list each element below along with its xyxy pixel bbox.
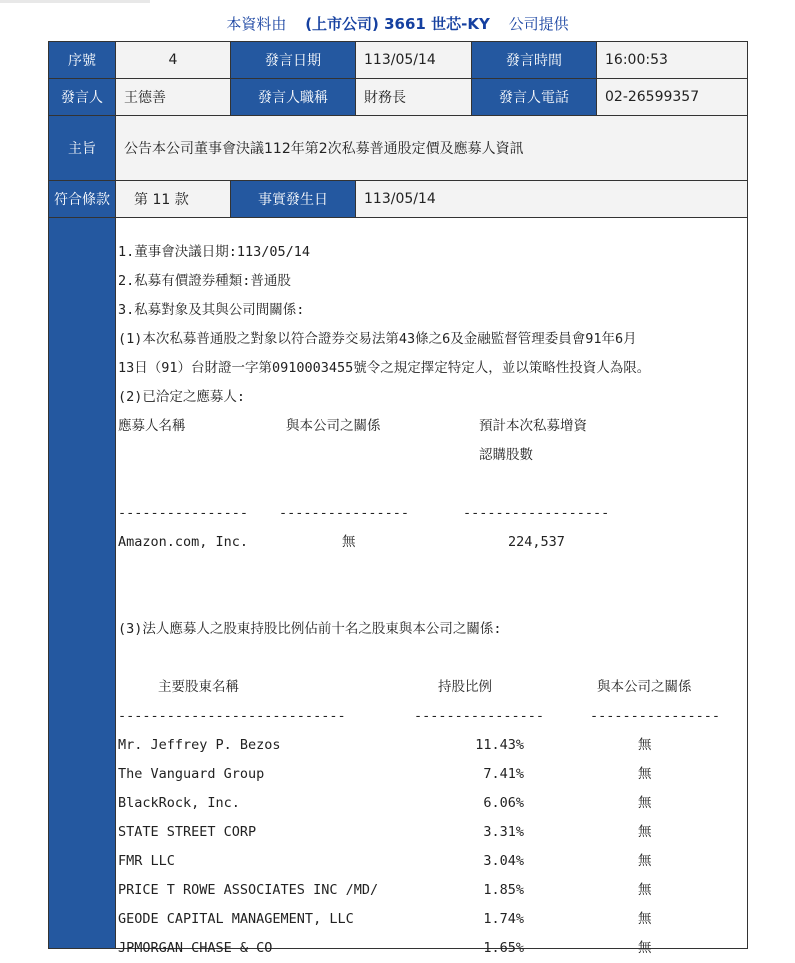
shareholder-relation: 無: [638, 882, 652, 898]
shareholder-pct: 3.31%: [483, 824, 524, 840]
heading-prefix: 本資料由: [226, 15, 287, 33]
description-content: [116, 218, 747, 956]
spacer: [118, 644, 747, 673]
body-line: (2)已洽定之應募人:: [118, 389, 246, 405]
clause-label: 符合條款: [49, 181, 116, 218]
event-date-label: 事實發生日: [231, 181, 356, 218]
phone-value: 02-26599357: [597, 79, 748, 116]
shareholder-relation: 無: [638, 795, 652, 811]
shareholder-row: [118, 934, 747, 963]
body-line: 2.私募有價證券種類:普通股: [118, 273, 291, 289]
shareholder-relation: 無: [638, 766, 652, 782]
dash: ----------------: [590, 708, 721, 724]
time-value: 16:00:53: [597, 42, 748, 79]
subscriber-header-row: [118, 412, 747, 441]
subscriber-shares: 224,537: [508, 534, 565, 550]
shareholder-name: FMR LLC: [118, 853, 175, 869]
shareholder-row: [118, 905, 747, 934]
description-cell: [116, 218, 748, 956]
subscriber-dash-row: [118, 499, 747, 528]
shareholder-dash-row: [118, 702, 747, 731]
subscriber-relation: 無: [342, 534, 356, 550]
shareholder-row: [118, 847, 747, 876]
shareholder-pct-header: 持股比例: [438, 679, 492, 695]
shareholder-pct: 1.65%: [483, 940, 524, 956]
description-label-cell: [49, 218, 116, 949]
shareholder-row: [118, 818, 747, 847]
seq-value: 4: [116, 42, 231, 79]
speaker-title-label: 發言人職稱: [231, 79, 356, 116]
subscriber-header-row-2: [118, 441, 747, 470]
body-line: (1)本次私募普通股之對象以符合證券交易法第43條之6及金融監督管理委員會91年6月: [118, 331, 637, 347]
shareholder-row: [118, 876, 747, 905]
dash: ----------------: [279, 505, 410, 521]
seq-label: 序號: [49, 42, 116, 79]
shareholder-pct: 1.74%: [483, 911, 524, 927]
event-date-value: 113/05/14: [356, 181, 748, 218]
date-label: 發言日期: [231, 42, 356, 79]
shareholder-pct: 11.43%: [475, 737, 524, 753]
shareholder-list: [118, 731, 747, 963]
shareholder-row: [118, 731, 747, 760]
shareholder-name-header: 主要股東名稱: [158, 679, 239, 695]
shareholder-name: PRICE T ROWE ASSOCIATES INC /MD/: [118, 882, 379, 898]
date-value: 113/05/14: [356, 42, 472, 79]
spacer: [118, 470, 747, 499]
body-line: 13日（91）台財證一字第0910003455號令之規定擇定特定人，並以策略性投資人為限。: [118, 360, 651, 376]
announcement-table: [48, 41, 748, 956]
shareholder-name: JPMORGAN CHASE & CO: [118, 940, 273, 956]
shareholder-relation: 無: [638, 853, 652, 869]
subject-value: 公告本公司董事會決議112年第2次私募普通股定價及應募人資訊: [116, 116, 748, 181]
shareholder-rel-header: 與本公司之關係: [597, 679, 692, 695]
subscriber-shares-header-2: 認購股數: [479, 447, 533, 463]
dash: ------------------: [463, 505, 610, 521]
dash: ----------------: [414, 708, 545, 724]
heading-suffix: 公司提供: [508, 15, 569, 33]
body-line: 3.私募對象及其與公司間關係:: [118, 302, 305, 318]
clause-value: 第 11 款: [116, 181, 231, 218]
top-scroll-strip: [0, 0, 150, 3]
body-line: 1.董事會決議日期:113/05/14: [118, 244, 311, 260]
section3-title: (3)法人應募人之股東持股比例佔前十名之股東與本公司之關係:: [118, 621, 502, 637]
shareholder-name: GEODE CAPITAL MANAGEMENT, LLC: [118, 911, 354, 927]
shareholder-pct: 3.04%: [483, 853, 524, 869]
heading-company: (上市公司) 3661 世芯-KY: [305, 15, 490, 33]
subject-label: 主旨: [49, 116, 116, 181]
subscriber-name: Amazon.com, Inc.: [118, 534, 249, 550]
shareholder-name: The Vanguard Group: [118, 766, 265, 782]
shareholder-relation: 無: [638, 824, 652, 840]
shareholder-header-row: [118, 673, 747, 702]
speaker-title-value: 財務長: [356, 79, 472, 116]
phone-label: 發言人電話: [472, 79, 597, 116]
shareholder-name: STATE STREET CORP: [118, 824, 257, 840]
shareholder-relation: 無: [638, 940, 652, 956]
dash: ----------------: [118, 505, 249, 521]
shareholder-name: Mr. Jeffrey P. Bezos: [118, 737, 281, 753]
source-heading: [0, 13, 795, 34]
shareholder-relation: 無: [638, 911, 652, 927]
shareholder-pct: 6.06%: [483, 795, 524, 811]
shareholder-row: [118, 789, 747, 818]
speaker-value: 王德善: [116, 79, 231, 116]
shareholder-relation: 無: [638, 737, 652, 753]
dash: ----------------------------: [118, 708, 346, 724]
time-label: 發言時間: [472, 42, 597, 79]
subscriber-name-header: 應募人名稱: [118, 418, 186, 434]
spacer: [118, 557, 747, 615]
subscriber-row: [118, 528, 747, 557]
shareholder-pct: 1.85%: [483, 882, 524, 898]
shareholder-name: BlackRock, Inc.: [118, 795, 240, 811]
subscriber-relation-header: 與本公司之關係: [286, 418, 381, 434]
shareholder-row: [118, 760, 747, 789]
shareholder-pct: 7.41%: [483, 766, 524, 782]
speaker-label: 發言人: [49, 79, 116, 116]
subscriber-shares-header: 預計本次私募增資: [479, 418, 587, 434]
